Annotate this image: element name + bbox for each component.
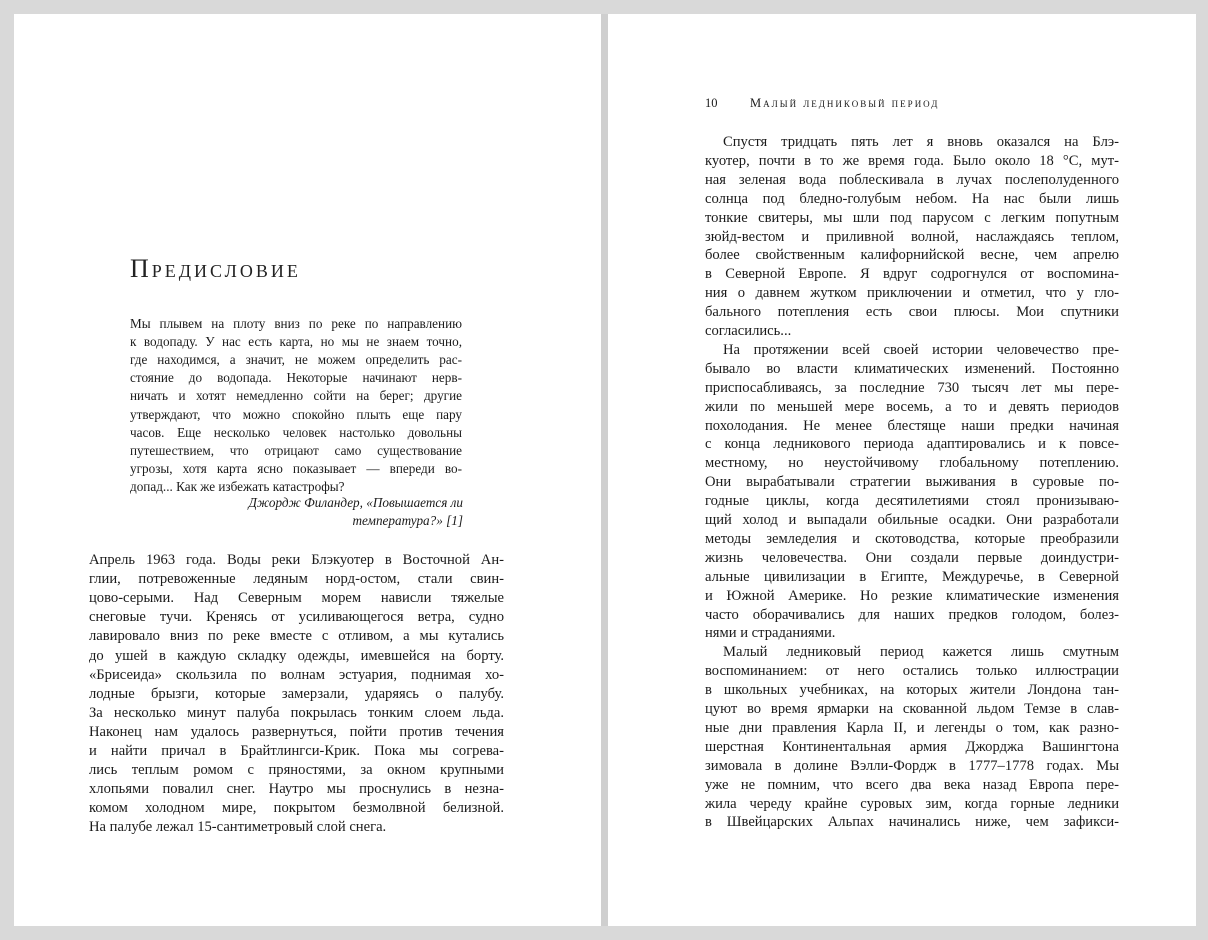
body-line: в Северной Европе. Я вдруг содрогнулся от воспомина- bbox=[705, 266, 1119, 283]
body-line: Апрель 1963 года. Воды реки Блэкуотер в Восточной Ан- bbox=[89, 552, 504, 568]
epigraph-line: к водопаду. У нас есть карта, но мы не знаем точно, bbox=[130, 334, 462, 350]
epigraph-line: допад... Как же избежать катастрофы? bbox=[130, 478, 345, 494]
body-line: бывало во власти климатических изменений. Постоянно bbox=[705, 360, 1119, 377]
body-line: куотер, почти в то же время года. Было около 18 °C, мут- bbox=[705, 152, 1119, 169]
body-line: На палубе лежал 15-сантиметровый слой снега. bbox=[89, 819, 387, 836]
body-line: с конца ледникового периода адаптировались и к повсе- bbox=[705, 436, 1119, 453]
body-line: лавировало вниз по реке вместе с отливом, а мы кутались bbox=[89, 628, 504, 645]
right-page bbox=[608, 14, 1196, 926]
body-line: лись теплым ромом с пряностями, за окном крупными bbox=[89, 762, 504, 779]
body-line: методы земледелия и скотоводства, которые преобразили bbox=[705, 530, 1119, 547]
body-line: нями и страданиями. bbox=[705, 625, 836, 642]
body-line: бального потепления есть свои плюсы. Мои спутники bbox=[705, 304, 1119, 321]
epigraph-line: часов. Еще несколько человек настолько довольны bbox=[130, 424, 462, 440]
body-line: приспосабливаясь, за последние 730 тысяч лет мы пере- bbox=[705, 379, 1119, 396]
page-gutter bbox=[601, 14, 608, 926]
body-line: в школьных учебниках, на которых жители Лондона тан- bbox=[705, 682, 1119, 699]
body-line: жила череду крайне суровых зим, когда горные ледники bbox=[705, 795, 1119, 812]
epigraph-line: где находимся, а значит, не можем определить рас- bbox=[130, 352, 462, 368]
body-line: часто оборачивались для наших предков голодом, болез- bbox=[705, 606, 1119, 623]
body-line: шерстная Континентальная армия Джорджа Вашингтона bbox=[705, 738, 1119, 755]
body-line: комом холодном мире, покрытом безмолвной белизной. bbox=[89, 800, 504, 817]
chapter-title: Предисловие bbox=[130, 254, 301, 283]
body-line: воспоминанием: от него остались только иллюстрации bbox=[705, 663, 1119, 680]
body-line: согласились... bbox=[705, 323, 792, 339]
body-line: ная зеленая вода поблескивала в лучах послеполуденного bbox=[705, 171, 1119, 188]
body-line: зюйд-вестом и приливной волной, наслаждаясь теплом, bbox=[705, 228, 1119, 245]
body-line: щий холод и выпадали обильные осадки. Они разработали bbox=[705, 512, 1119, 528]
body-line: цуют во время ярмарки на скованной льдом Темзе в слав- bbox=[705, 701, 1119, 717]
body-line: тонкие свитеры, мы шли под парусом с легким попутным bbox=[705, 209, 1119, 226]
left-page bbox=[14, 14, 601, 926]
body-line: хлопьями повалил снег. Наутро мы проснулись в незна- bbox=[89, 781, 504, 798]
body-line: до ушей в каждую складку одежды, имевшейся на борту. bbox=[89, 647, 504, 664]
body-line: годные циклы, когда десятилетиями стоял пронизываю- bbox=[705, 493, 1119, 510]
body-line: похолодания. Не менее блестяще наши предки начиная bbox=[705, 417, 1119, 434]
body-line: и найти причал в Брайтлингси-Крик. Пока мы согрева- bbox=[89, 743, 504, 759]
body-line: Спустя тридцать пять лет я вновь оказался на Блэ- bbox=[723, 134, 1119, 150]
body-line: снеговые тучи. Кренясь от усиливающегося ветра, судно bbox=[89, 609, 504, 626]
epigraph-line: утверждают, что можно спокойно плыть еще пару bbox=[130, 406, 462, 422]
page-number: 10 bbox=[705, 96, 718, 110]
epigraph-line: стояние до водопада. Некоторые начинают нерв- bbox=[130, 370, 462, 386]
epigraph-line: ничать и хотят немедленно сойти на берег; другие bbox=[130, 388, 462, 404]
attribution-line: Джордж Филандер, «Повышается ли bbox=[248, 495, 463, 510]
body-line: ния о давнем жутком приключении и отметил, что у гло- bbox=[705, 285, 1119, 302]
body-line: солнца под бледно-голубым небом. На нас были лишь bbox=[705, 190, 1119, 207]
body-line: жили по меньшей мере восемь, а то и девять периодов bbox=[705, 398, 1119, 415]
body-line: местному, но неустойчивому глобальному потеплению. bbox=[705, 455, 1119, 472]
body-line: ные дни правления Карла II, и легенды о том, как разно- bbox=[705, 719, 1119, 736]
attribution-line: температура?» [1] bbox=[352, 513, 463, 528]
body-line: и Южной Америке. Но резкие климатические изменения bbox=[705, 587, 1119, 604]
body-line: «Брисеида» скользила по волнам эстуария, поднимая хо- bbox=[89, 666, 504, 683]
body-line: в Швейцарских Альпах начинались ниже, чем зафикси- bbox=[705, 814, 1119, 831]
body-line: Они вырабатывали стратегии выживания в суровые по- bbox=[705, 474, 1119, 491]
body-line: лодные брызги, которые замерзали, ударяясь о палубу. bbox=[89, 685, 504, 702]
body-line: Наконец нам удалось развернуться, пойти против течения bbox=[89, 723, 504, 740]
running-head: Малый ледниковый период bbox=[750, 96, 940, 110]
body-line: глии, потревоженные ледяным норд-остом, стали свин- bbox=[89, 571, 504, 588]
body-line: На протяжении всей своей истории человечество пре- bbox=[723, 341, 1119, 358]
epigraph-line: угрозы, хотя карта ясно показывает — впереди во- bbox=[130, 460, 462, 476]
body-line: цово-серыми. Над Северным морем нависли тяжелые bbox=[89, 590, 504, 607]
body-line: За несколько минут палуба покрылась тонким слоем льда. bbox=[89, 704, 504, 721]
body-line: более свойственным калифорнийской весне, чем апрелю bbox=[705, 247, 1119, 264]
body-line: зимовала в долине Вэлли-Фордж в 1777–1778 годах. Мы bbox=[705, 757, 1119, 774]
body-line: уже не помним, что всего два века назад Европа пере- bbox=[705, 776, 1119, 793]
epigraph-line: путешествием, что отрицают само существование bbox=[130, 442, 462, 458]
epigraph-line: Мы плывем на плоту вниз по реке по направлению bbox=[130, 316, 462, 331]
body-line: жизнь человечества. Они создали первые доиндустри- bbox=[705, 549, 1119, 566]
body-line: альные цивилизации в Египте, Междуречье, в Северной bbox=[705, 568, 1119, 585]
body-line: Малый ледниковый период кажется лишь смутным bbox=[723, 644, 1119, 661]
